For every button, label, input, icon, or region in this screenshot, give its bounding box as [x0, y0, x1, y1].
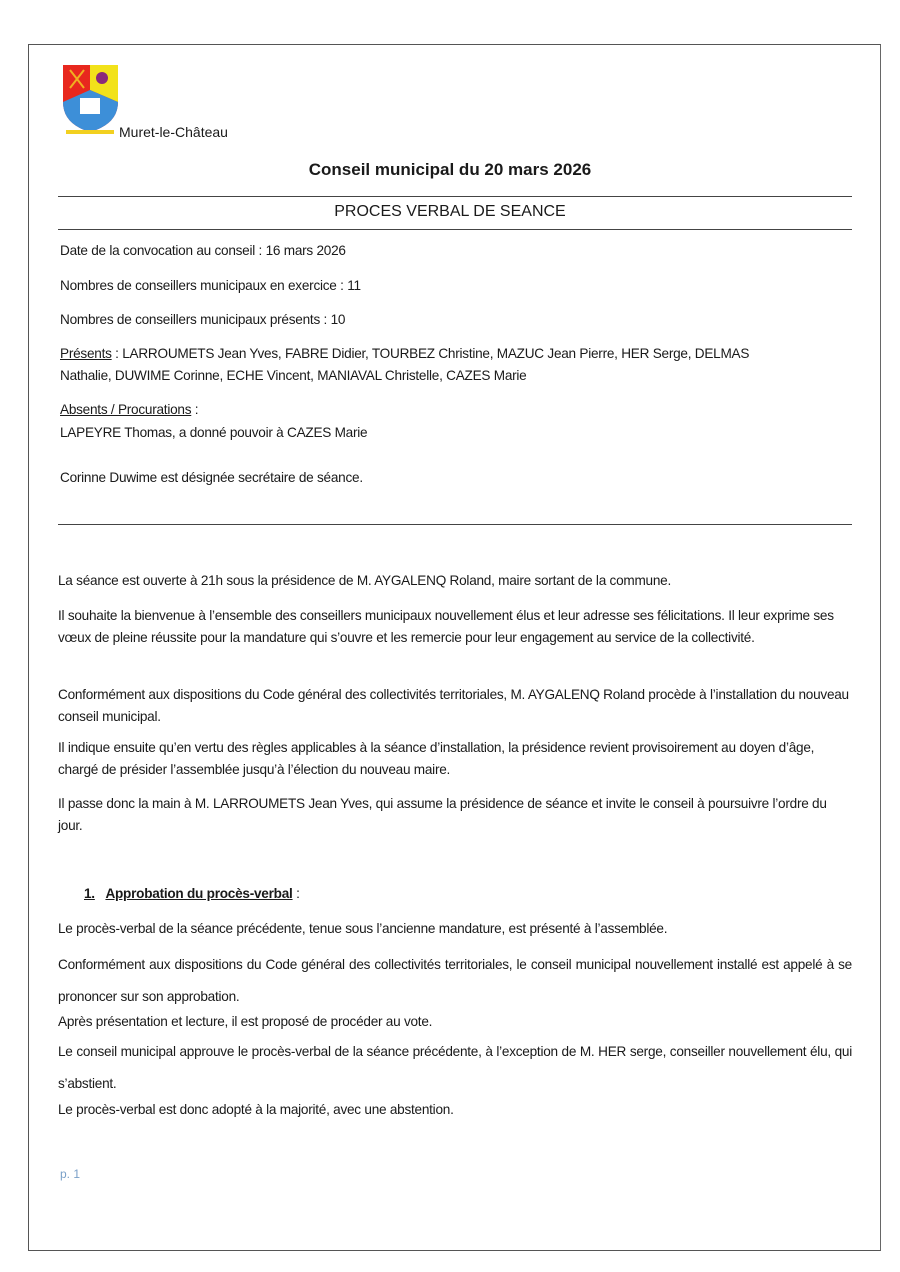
absents-label: Absents / Procurations: [60, 402, 192, 417]
divider: [58, 196, 852, 197]
section-heading: [84, 883, 300, 905]
presents-line: Nathalie, DUWIME Corinne, ECHE Vincent, MANIAVAL Christelle, CAZES Marie: [60, 368, 527, 383]
document-title: Conseil municipal du 20 mars 2026: [308, 160, 592, 179]
section-paragraph: Le procès-verbal est donc adopté à la majorité, avec une abstention.: [58, 1102, 454, 1117]
section-paragraph: Le conseil municipal approuve le procès-verbal de la séance précédente, à l’exception de M. HER serge, conseiller nouvellement élu, qui s’abstient.: [58, 1044, 852, 1091]
absents-line: LAPEYRE Thomas, a donné pouvoir à CAZES Marie: [60, 425, 368, 440]
intro-paragraph: La séance est ouverte à 21h sous la présidence de M. AYGALENQ Roland, maire sortant de la commune.: [58, 573, 671, 588]
conseillers-presents: Nombres de conseillers municipaux présents : 10: [60, 312, 346, 327]
section-paragraph: Conformément aux dispositions du Code général des collectivités territoriales, le conseil municipal nouvellement installé est appelé à se prononcer sur son approbation.: [58, 957, 852, 1004]
presents-line: : LARROUMETS Jean Yves, FABRE Didier, TOURBEZ Christine, MAZUC Jean Pierre, HER Serge, DELMAS: [111, 346, 750, 361]
intro-paragraph: Conformément aux dispositions du Code général des collectivités territoriales, M. AYGALENQ Roland procède à l’installation du nouveau conseil municipal.: [58, 687, 849, 724]
presents-label: Présents: [60, 346, 112, 361]
absents-heading: [60, 399, 198, 421]
secretaire: Corinne Duwime est désignée secrétaire de séance.: [60, 470, 363, 485]
divider: [58, 229, 852, 230]
presents-list: [60, 343, 749, 365]
absents-suffix: :: [191, 402, 199, 417]
section-number: 1.: [84, 886, 95, 901]
intro-paragraph: Il passe donc la main à M. LARROUMETS Jean Yves, qui assume la présidence de séance et invite le conseil à poursuivre l’ordre du jour.: [58, 796, 827, 833]
section-title: Approbation du procès-verbal: [105, 886, 293, 901]
intro-paragraph: Il indique ensuite qu’en vertu des règles applicables à la séance d’installation, la présidence revient provisoirement au doyen d’âge, chargé de présider l’assemblée jusqu’à l’élection du nouveau maire.: [58, 740, 815, 777]
page-number: p. 1: [60, 1167, 81, 1181]
intro-paragraph: Il souhaite la bienvenue à l’ensemble des conseillers municipaux nouvellement élus et leur adresse ses félicitations. Il leur exprime ses vœux de pleine réussite pour la mandature qui s’ouvre et les remercie pour leur engagement au service de la collectivité.: [58, 608, 834, 645]
town-name: Muret-le-Château: [119, 124, 228, 140]
section-paragraph: Le procès-verbal de la séance précédente, tenue sous l’ancienne mandature, est présenté à l’assemblée.: [58, 921, 668, 936]
conseillers-exercice: Nombres de conseillers municipaux en exercice : 11: [60, 278, 361, 293]
section-suffix: :: [292, 886, 300, 901]
convocation-date: Date de la convocation au conseil : 16 mars 2026: [60, 243, 346, 258]
section-paragraph: Après présentation et lecture, il est proposé de procéder au vote.: [58, 1014, 433, 1029]
coat-of-arms-logo: [60, 62, 120, 136]
divider: [58, 524, 852, 525]
document-subtitle: PROCES VERBAL DE SEANCE: [334, 203, 566, 220]
